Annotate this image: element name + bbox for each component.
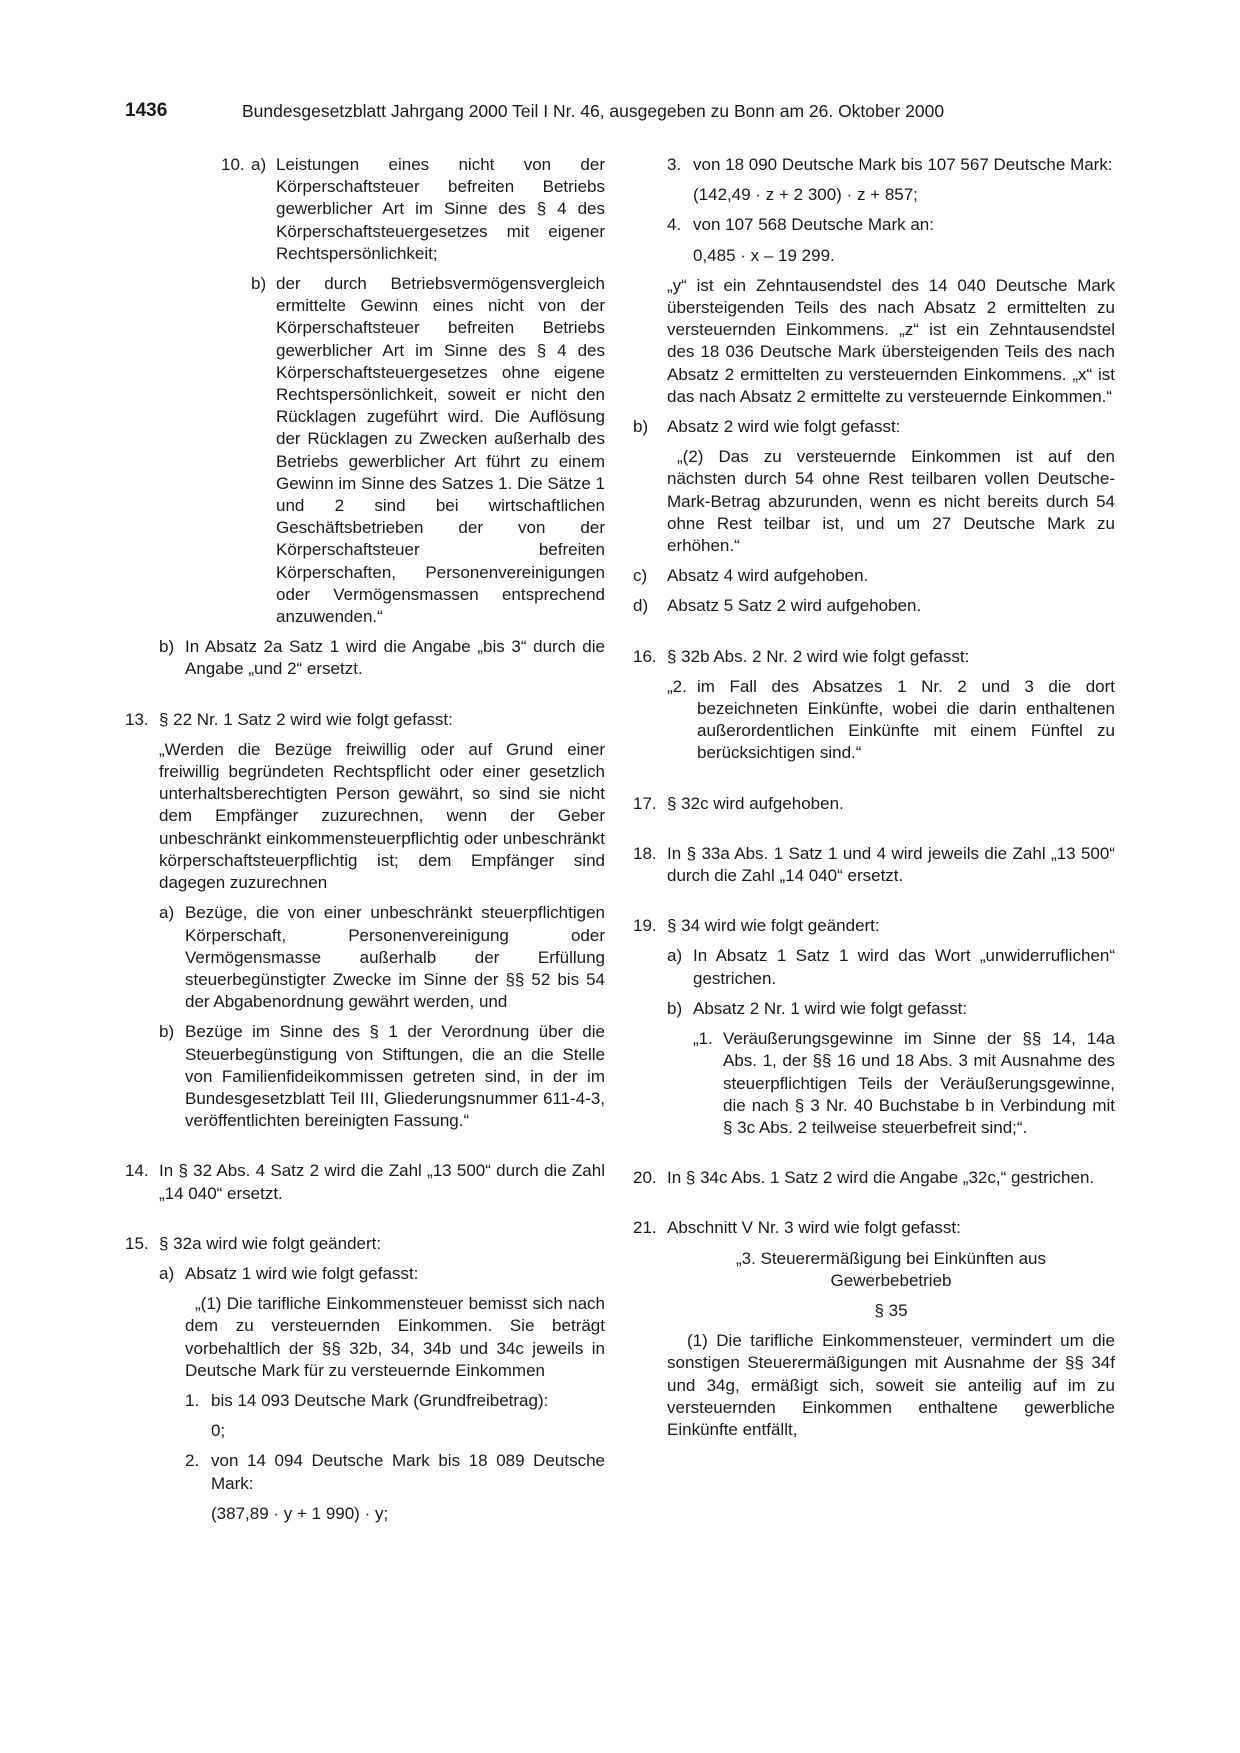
item-text: § 32a wird wie folgt geändert: — [159, 1233, 382, 1253]
item-19b-quote — [633, 1028, 1115, 1139]
item-14 — [125, 1160, 605, 1204]
item-number: 15. — [125, 1233, 149, 1253]
item-text: der durch Betriebsvermögensvergleich ermittelte Gewinn eines nicht von der Körperschaftsteuer befreiten Betriebs gewerblicher Art im Sinne des § 4 des Körperschaftsteuergesetzes ohne eigene Rechtspersönlichkeit, soweit er nicht den Rücklagen zugeführt wird. Die Auflösung der Rücklagen zu Zwecken außerhalb des Betriebs gewerblicher Art führt zu einem Gewinn im Sinne des Satzes 1. Die Sätze 1 und 2 sind bei wirtschaftlichen Geschäftsbetrieben der von der Körperschaftsteuer befreiten Körperschaften, Personenvereinigungen oder Vermögensmassen entsprechend anzuwenden.“ — [276, 274, 605, 627]
item-16 — [633, 646, 1115, 668]
item-letter: b) — [667, 998, 683, 1018]
item-text: Leistungen eines nicht von der Körperschaftsteuer befreiten Betriebs gewerblicher Art im Sinne des § 4 des Körperschaftsteuergesetzes mit eigener Rechtspersönlichkeit; — [276, 155, 605, 263]
right-column — [633, 154, 1115, 1449]
item-text: im Fall des Absatzes 1 Nr. 2 und 3 die dort bezeichneten Einkünfte, wobei die darin enthaltenen außerordentlichen Einkünfte mit einem Fünftel zu berücksichtigen sind.“ — [697, 676, 1115, 763]
item-20 — [633, 1167, 1115, 1189]
item-number: „1. — [693, 1029, 713, 1049]
section-number: § 35 — [874, 1300, 908, 1320]
section-heading-line-2: Gewerbebetrieb — [830, 1270, 952, 1290]
tariff-4 — [633, 214, 1115, 236]
item-number: 1. — [185, 1390, 200, 1410]
item-19b — [633, 998, 1115, 1020]
item-text: In § 33a Abs. 1 Satz 1 und 4 wird jeweils die Zahl „13 500“ durch die Zahl „14 040“ ersetzt. — [667, 843, 1115, 886]
definition-paragraph: „y“ ist ein Zehntausendstel des 14 040 Deutsche Mark übersteigenden Teils des nach Absatz 2 ermittelten zu versteuernden Einkommens. „z“ ist ein Zehntausendstel des 18 036 Deutsche Mark übersteigenden Teils des nach Absatz 2 ermittelten zu versteuernden Einkommens. „x“ ist das nach Absatz 2 ermittelte zu versteuernde Einkommen.“ — [667, 275, 1115, 406]
page-header — [125, 100, 1005, 128]
tariff-1 — [125, 1390, 605, 1412]
item-15b — [633, 416, 1115, 438]
item-12b — [125, 636, 605, 680]
item-number: 19. — [633, 916, 657, 936]
item-number: 10. — [221, 155, 245, 174]
item-letter: b) — [159, 1022, 175, 1042]
item-number: 13. — [125, 709, 149, 729]
item-15d — [633, 595, 1115, 617]
item-15 — [125, 1233, 605, 1255]
item-letter: b) — [633, 417, 649, 437]
item-text: § 32b Abs. 2 Nr. 2 wird wie folgt gefasst: — [667, 646, 970, 666]
item-letter: a) — [251, 155, 267, 174]
item-19a — [633, 945, 1115, 989]
item-text: von 107 568 Deutsche Mark an: — [693, 215, 934, 235]
item-letter: b) — [159, 637, 175, 657]
item-number: 16. — [633, 646, 657, 666]
section-heading — [667, 1248, 1115, 1292]
item-number: 20. — [633, 1168, 657, 1188]
item-number: 21. — [633, 1218, 657, 1238]
item-text: von 18 090 Deutsche Mark bis 107 567 Deutsche Mark: — [693, 155, 1113, 174]
item-text: In Absatz 1 Satz 1 wird das Wort „unwiderruflichen“ gestrichen. — [693, 946, 1115, 988]
item-text: § 34 wird wie folgt geändert: — [667, 916, 880, 936]
item-text: In Absatz 2a Satz 1 wird die Angabe „bis 3“ durch die Angabe „und 2“ ersetzt. — [185, 637, 605, 679]
item-letter: a) — [159, 1263, 175, 1283]
item-text: § 32c wird aufgehoben. — [667, 793, 844, 813]
formula: (142,49 · z + 2 300) · z + 857; — [693, 185, 918, 205]
tariff-3 — [633, 154, 1115, 176]
item-text: Absatz 2 wird wie folgt gefasst: — [667, 417, 901, 437]
formula: (387,89 · y + 1 990) · y; — [211, 1503, 389, 1523]
running-head: Bundesgesetzblatt Jahrgang 2000 Teil I Nr. 46, ausgegeben zu Bonn am 26. Oktober 2000 — [242, 101, 945, 121]
item-letter: b) — [251, 274, 267, 294]
page-number: 1436 — [125, 100, 168, 121]
item-text: Absatz 4 wird aufgehoben. — [667, 566, 869, 586]
item-text: Bezüge im Sinne des § 1 der Verordnung über die Steuerbegünstigung von Stiftungen, die an die Stelle von Familienfideikommissen getreten sind, in der im Bundesgesetzblatt Teil III, Gliederungsnummer 611-4-3, veröffentlichten bereinigten Fassung.“ — [185, 1022, 605, 1131]
item-21 — [633, 1217, 1115, 1239]
item-text: Absatz 5 Satz 2 wird aufgehoben. — [667, 596, 922, 616]
item-text: von 14 094 Deutsche Mark bis 18 089 Deutsche Mark: — [211, 1451, 605, 1493]
quote-paragraph: „Werden die Bezüge freiwillig oder auf Grund einer freiwillig begründeten Rechtspflicht oder einer gesetzlich unterhaltsberechtigten Person gewährt, so sind sie nicht dem Empfänger zuzurechnen, wenn der Geber unbeschränkt einkommensteuerpflichtig oder unbeschränkt körperschaftsteuerpflichtig ist; dem Empfänger sind dagegen zuzurechnen — [159, 739, 605, 893]
item-number: 4. — [667, 215, 682, 235]
section-heading-line-1: „3. Steuerermäßigung bei Einkünften aus — [736, 1248, 1046, 1268]
item-text: Bezüge, die von einer unbeschränkt steuerpflichtigen Körperschaft, Personenvereinigung oder Vermögensmasse außerhalb der Erfüllung steuerbegünstigter Zwecke im Sinne der §§ 52 bis 54 der Abgabenordnung gewährt werden, und — [185, 903, 605, 1012]
item-number: 3. — [667, 155, 682, 174]
item-letter: a) — [159, 903, 175, 923]
item-15c — [633, 565, 1115, 587]
item-letter: a) — [667, 946, 683, 966]
item-text: Absatz 1 wird wie folgt gefasst: — [185, 1263, 419, 1283]
item-number: 17. — [633, 793, 657, 813]
item-text: Veräußerungsgewinne im Sinne der §§ 14, 14a Abs. 1, der §§ 16 und 18 Abs. 3 mit Ausnahme des steuerpflichtigen Teils der Veräußerungsgewinne, die nach § 3 Nr. 40 Buchstabe b in Verbindung mit § 3c Abs. 2 teilweise steuerbefreit sind;“. — [723, 1029, 1115, 1137]
left-column — [125, 154, 605, 1533]
item-letter: c) — [633, 566, 648, 586]
quote-paragraph: „(1) Die tarifliche Einkommensteuer bemisst sich nach dem zu versteuernden Einkommen. Sie beträgt vorbehaltlich der §§ 32b, 34, 34b und 34c jeweils in Deutsche Mark für zu versteuernde Einkommen — [185, 1294, 605, 1380]
item-16-quote — [633, 676, 1115, 765]
item-text: bis 14 093 Deutsche Mark (Grundfreibetrag): — [211, 1390, 549, 1410]
formula: 0,485 · x – 19 299. — [693, 245, 835, 265]
item-19 — [633, 915, 1115, 937]
item-number: 18. — [633, 843, 657, 863]
item-number: 14. — [125, 1161, 149, 1181]
item-15a — [125, 1263, 605, 1285]
item-text: In § 32 Abs. 4 Satz 2 wird die Zahl „13 500“ durch die Zahl „14 040“ ersetzt. — [159, 1161, 605, 1203]
item-13 — [125, 709, 605, 731]
item-10a — [125, 154, 605, 265]
item-13b — [125, 1021, 605, 1132]
item-17 — [633, 793, 1115, 815]
item-18 — [633, 843, 1115, 887]
item-13a — [125, 902, 605, 1013]
formula: 0; — [211, 1421, 226, 1441]
item-text: In § 34c Abs. 1 Satz 2 wird die Angabe „32c,“ gestrichen. — [667, 1168, 1095, 1188]
tariff-2 — [125, 1450, 605, 1494]
section-paragraph: (1) Die tarifliche Einkommensteuer, vermindert um die sonstigen Steuerermäßigungen mit Ausnahme der §§ 34f und 34g, ermäßigt sich, soweit sie anteilig auf im zu versteuernden Einkommen enthaltene gewerbliche Einkünfte entfällt, — [667, 1331, 1115, 1439]
item-number: „2. — [667, 676, 687, 696]
item-text: Abschnitt V Nr. 3 wird wie folgt gefasst: — [667, 1218, 961, 1238]
item-letter: d) — [633, 596, 649, 616]
item-text: Absatz 2 Nr. 1 wird wie folgt gefasst: — [693, 998, 968, 1018]
item-10b — [125, 273, 605, 628]
quote-paragraph: „(2) Das zu versteuernde Einkommen ist auf den nächsten durch 54 ohne Rest teilbaren vollen Deutsche-Mark-Betrag abzurunden, wenn es nicht bereits durch 54 ohne Rest teilbar ist, und um 27 Deutsche Mark zu erhöhen.“ — [667, 447, 1115, 556]
item-text: § 22 Nr. 1 Satz 2 wird wie folgt gefasst: — [159, 709, 453, 729]
item-number: 2. — [185, 1451, 200, 1471]
